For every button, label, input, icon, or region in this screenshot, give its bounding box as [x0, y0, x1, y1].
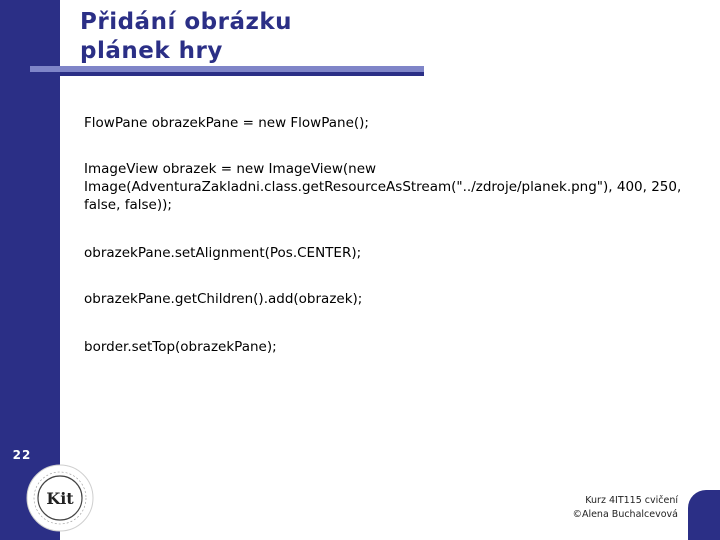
title-underline-dark	[30, 72, 424, 76]
corner-decoration	[688, 490, 720, 540]
slide-number: 22	[12, 448, 32, 462]
code-line-set-alignment: obrazekPane.setAlignment(Pos.CENTER);	[84, 245, 362, 261]
title-underline	[30, 66, 424, 76]
title-line-1: Přidání obrázku	[80, 9, 293, 35]
slide-title	[80, 8, 292, 66]
title-line-2: plánek hry	[80, 38, 223, 64]
footer	[540, 494, 678, 522]
logo-text: Kit	[46, 489, 74, 508]
code-line-add-children: obrazekPane.getChildren().add(obrazek);	[84, 291, 363, 307]
code-line-set-top: border.setTop(obrazekPane);	[84, 339, 277, 355]
kit-logo-graphic	[20, 462, 100, 534]
code-line-flowpane: FlowPane obrazekPane = new FlowPane();	[84, 115, 369, 131]
footer-course: Kurz 4IT115 cvičení	[585, 495, 678, 506]
code-line-imageview: ImageView obrazek = new ImageView(new Image(AdventuraZakladni.class.getResourceAsStream("../zdroje/planek.png"), 400, 250, false, false));	[84, 161, 682, 213]
footer-author: ©Alena Buchalcevová	[572, 509, 678, 520]
kit-logo-icon	[20, 462, 100, 534]
